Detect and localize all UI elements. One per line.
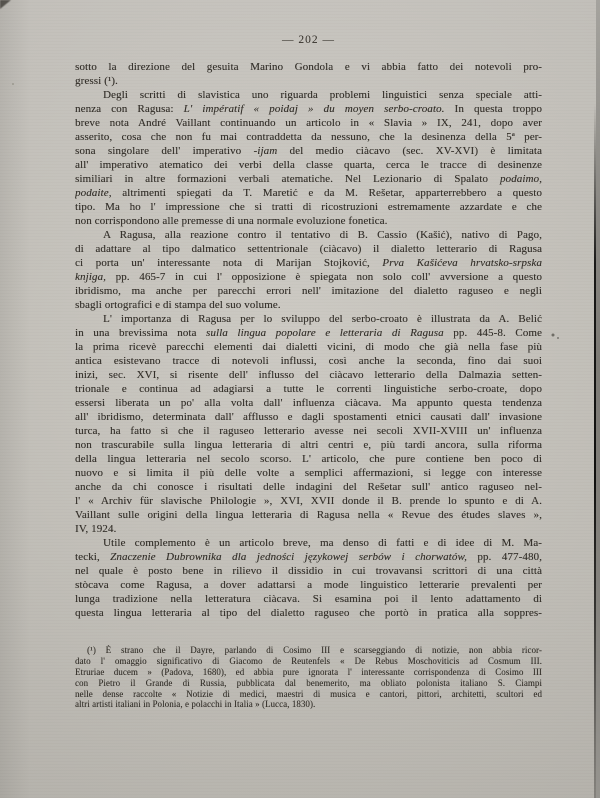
body-text-segment: non trascurabile sulla lingua letteraria di altri centri e, più tardi ancora, sulla riforma [75,439,542,451]
text-line [75,452,542,466]
text-line [75,536,542,550]
text-line [75,130,542,144]
text-line [75,200,542,214]
body-text-segment: Vaillant sulle origini della lingua letteraria di Ragusa nella « Revue des études slaves », [75,509,542,521]
text-line [75,354,542,368]
italic-title-text: knjiga, [75,271,106,283]
italic-title-text: podaimo, [499,173,542,185]
text-line [75,645,542,656]
page-number: — 202 — [282,34,335,46]
text-line [75,368,542,382]
text-line [75,298,542,312]
body-text-segment: la prima ricevè parecchi elementi dai dialetti vicini, di modo che già nella fase più [75,341,542,353]
body-text-segment: inizi, sec. XVI, si risente dell' influsso del ciàcavo letterario della Dalmazia setten- [75,369,542,381]
text-line [75,699,542,710]
text-line [75,256,542,270]
text-line [75,312,542,326]
body-text-segment: nel quale è posto bene in rilievo il dissidio in cui trovavansi scrittori di una città [75,565,542,577]
body-text-segment: nenza con Ragusa: [75,103,184,115]
italic-title-text: Prva Kašićeva hrvatsko-srpska [382,257,542,269]
body-text-segment: sbagli ortografici e di stampa del suo volume. [75,299,281,311]
body-text-segment: tecki, [75,551,111,563]
text-line [75,656,542,667]
body-text-segment: antica esistevano tracce di notevoli influssi, così anche la seconda, fino dai suoi [75,355,542,367]
body-text-segment: del medio ciàcavo (sec. XV-XVI) è limitata [277,145,542,157]
text-line [75,592,542,606]
text-line [75,508,542,522]
body-text-segment: sona singolare dell' imperativo [75,145,254,157]
body-text-segment: dato l' omaggio significativo di Giacomo de Reutenfels « De Rebus Moschoviticis ad Cosmum III. [75,655,542,666]
scan-page-edge [596,0,600,798]
body-text-segment: altri artisti italiani in Polonia, e polacchi in Italia » (Lucca, 1830). [75,699,316,710]
body-text-segment: Etruriae ducem » (Padova, 1680), ed abbia pure ignorata l' interessante corrispondenza di Cosimo III [75,666,542,677]
text-line [75,424,542,438]
body-text-segment: della lingua letteraria nel secolo scorso. L' articolo, che pure contiene ben poco di [75,453,542,465]
body-text-segment: pp. 445-8. Come [443,327,542,339]
italic-title-text: Znaczenie Dubrownika dla jedności językowej serbów i chorwatów, [110,551,467,563]
italic-title-text: sulla lingua popolare e letteraria di Ragusa [206,327,444,339]
text-line [75,550,542,564]
body-text-segment: non corrispondono alle premesse di una normale evoluzione fonetica. [75,215,388,227]
body-text-segment: questa lingua letteraria al tipo del dialetto raguseo che portò in pratica alla soppres- [75,607,542,619]
body-text-segment: all' ibridismo, determinata dall' afflusso e dagli spostamenti etnici causati dall' invasione [75,411,542,423]
text-line [75,480,542,494]
text-line [75,88,542,102]
body-text-segment: tipo. Ma ho l' impressione che si tratti di ricostruzioni estremamente azzardate e che [75,201,542,213]
text-line [75,466,542,480]
body-text-segment: ibridismo, ma anche per parecchi errori nell' imitazione del dialetto raguseo e negli [75,285,542,297]
body-text-segment: turca, ha fatto sì che il raguseo letterario avesse nei secoli XVII-XVIII un' influenza [75,425,542,437]
text-line [75,326,542,340]
text-line [75,438,542,452]
text-line [75,410,542,424]
body-text-segment: essersi liberata un po' alla volta dall' influenza ciàcava. Ma appunto questa tendenza [75,397,542,409]
text-line [75,382,542,396]
text-line [75,564,542,578]
text-line [75,242,542,256]
body-text-segment: altrimenti spiegati da T. Maretić e da M. Rešetar, apparterrebbero a questo [111,187,542,199]
text-line [75,186,542,200]
text-line [75,270,542,284]
body-text-segment: stòcava come Ragusa, a dover adattarsi a mode linguistico letterarie prevalenti per [75,579,542,591]
text-line [75,606,542,620]
text-line [75,74,542,88]
body-text-segment: (¹) È strano che il Dayre, parlando di Cosimo III e scarseggiando di notizie, non abbia ricor- [87,645,542,655]
body-text-segment: pp. 465-7 in cui l' opposizione è spiegata non solo coll' avversione a questo [105,271,542,283]
body-text-segment: l' « Archiv für slavische Philologie », XVI, XVII donde il B. prende lo spunto e di A. [75,495,542,507]
body-text-segment: gressi (¹). [75,75,118,87]
text-line [75,284,542,298]
text-line [75,578,542,592]
body-text-segment: ci porta un' interessante nota di Marijan Stojković, [75,257,383,269]
footnote-text [75,645,542,710]
text-line [75,228,542,242]
text-line [75,144,542,158]
body-text-segment: IV, 1924. [75,523,117,535]
body-text-segment: con Pietro il Grande di Russia, pubblicata dal benemerito, ma obliato polonista italiano S. Ciampi [75,677,542,688]
body-text-segment: asserito, cosa che non fu mai contraddetta da nessuno, che la desinenza della 5ª per- [75,131,542,143]
body-text-segment: di adattare al tipo dalmatico settentrionale (ciàcavo) il dialetto letterario di Ragusa [75,243,542,255]
body-text-segment: anche da chi conosce i risultati delle indagini del Rešetar sull' antico raguseo nel- [75,481,542,493]
text-line [75,116,542,130]
text-line [75,172,542,186]
text-line [75,689,542,700]
body-text-segment: lunga tradizione nella letteratura ciàcava. Si esamina poi il lento adattamento di [75,593,542,605]
text-line [75,522,542,536]
body-text [75,60,542,620]
body-text-segment: similiari in altre formazioni verbali atematiche. Nel Lezionario di Spalato [75,173,500,185]
body-text-segment: all' imperativo atematico dei verbi della classe quarta, cerca le tracce di desinenze [75,159,542,171]
body-text-segment: nuovo e si limita il più delle volte a semplici affermazioni, si legge con interesse [75,467,542,479]
italic-title-text: podaite, [75,187,112,199]
body-text-segment: breve nota André Vaillant continuando un articolo in « Slavia » IX, 241, dopo aver [75,117,542,129]
body-text-segment: sotto la direzione del gesuita Marino Gondola e vi abbia fatto dei notevoli pro- [75,61,542,73]
body-text-segment: Degli scritti di slavistica uno riguarda problemi linguistici senza speciale atti- [103,89,542,101]
body-text-segment: nelle dense raccolte « Notizie di medici, maestri di musica e cantori, pittori, architetti, scultori ed [75,688,542,699]
ink-speck-artifacts [0,0,2,2]
italic-title-text: -ijam [253,145,278,157]
body-text-segment: A Ragusa, alla reazione contro il tentativo di B. Cassio (Kašić), nativo di Pago, [103,229,542,241]
body-text-segment: In questa troppo [444,103,542,115]
text-line [75,667,542,678]
text-line [75,60,542,74]
body-text-segment: pp. 477-480, [466,551,542,563]
text-line [75,494,542,508]
text-line [75,678,542,689]
text-line [75,102,542,116]
body-text-segment: in una brevissima nota [75,327,206,339]
text-line [75,158,542,172]
italic-title-text: L' impératif « poidaj » du moyen serbo-croato. [183,103,445,115]
text-line [75,214,542,228]
body-text-segment: Utile complemento è un articolo breve, ma denso di fatti e di idee di M. Ma- [103,537,542,549]
text-line [75,340,542,354]
body-text-segment: trionale e continua ad adagiarsi a tutte le correnti linguistiche serbo-croate, dopo [75,383,542,395]
text-line [75,396,542,410]
body-text-segment: L' importanza di Ragusa per lo sviluppo del serbo-croato è illustrata da A. Belić [103,313,542,325]
